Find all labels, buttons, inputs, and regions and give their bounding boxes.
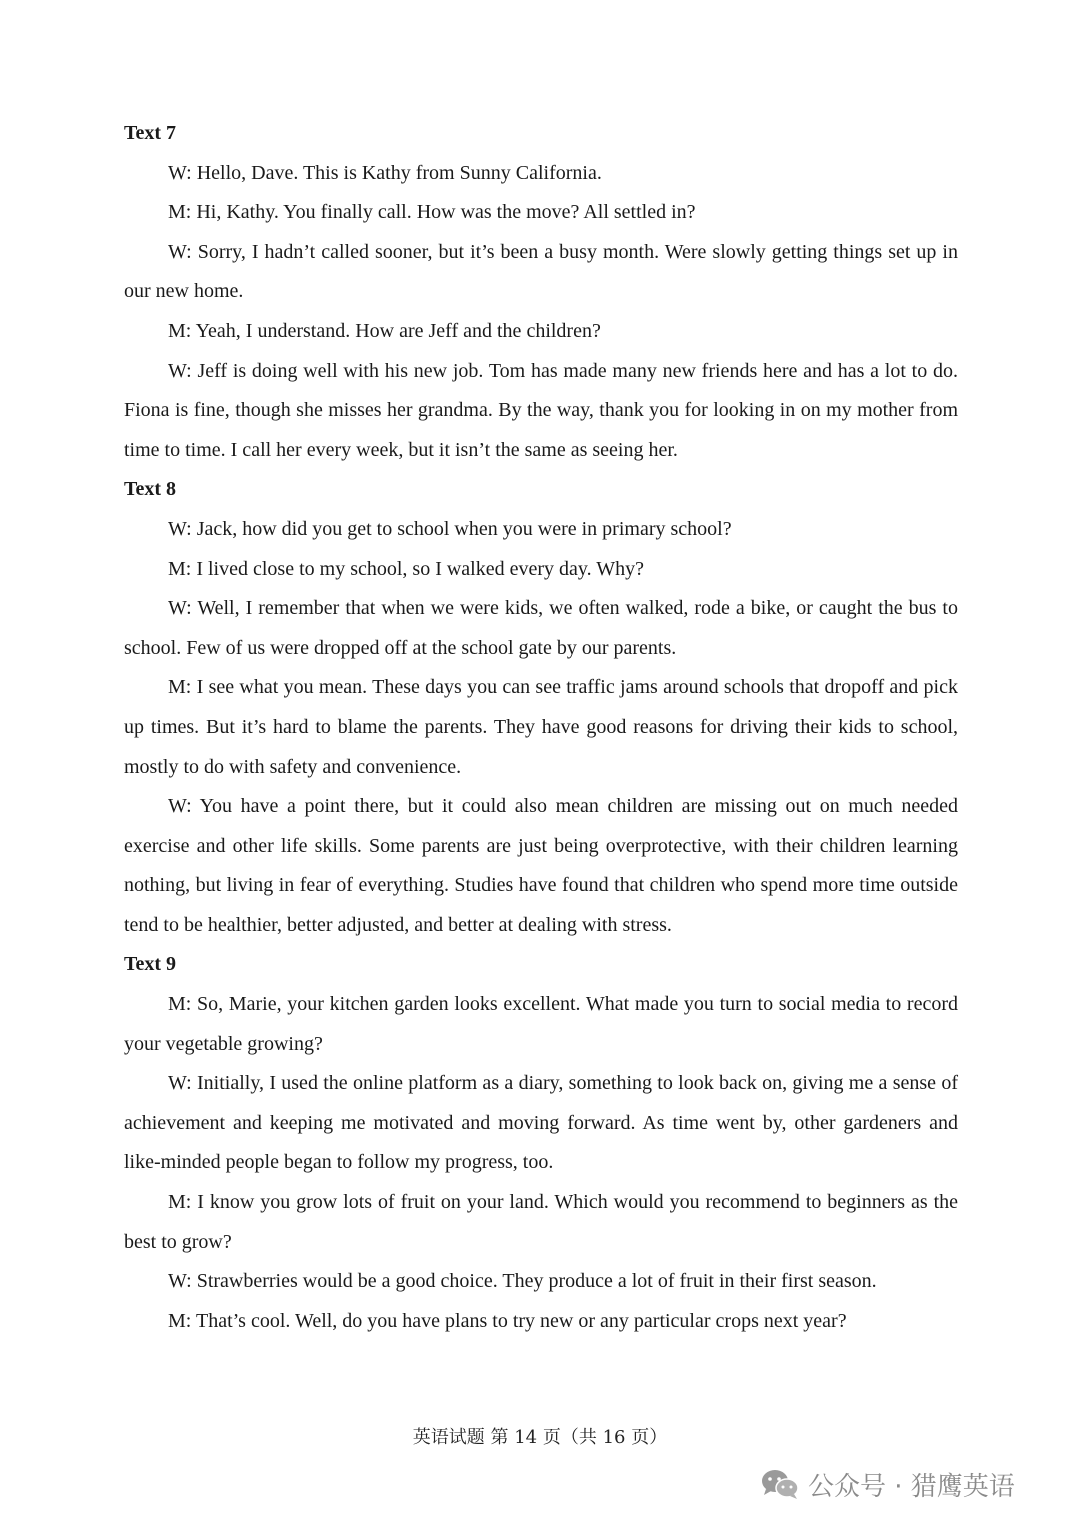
dialogue-line: W: Initially, I used the online platform as a diary, something to look back on, giving me a sense of achievement and keeping me motivated and moving forward. As time went by, other gardeners and like-minded people began to follow my progress, too. <box>124 1072 958 1174</box>
page-footer: 英语试题 第 14 页（共 16 页） <box>412 1427 668 1448</box>
dialogue-line: M: I see what you mean. These days you can see traffic jams around schools that dropoff and pick up times. But it’s hard to blame the parents. They have good reasons for driving their kids to school, mostly to do with safety and convenience. <box>124 676 958 778</box>
section-heading: Text 9 <box>124 953 177 976</box>
watermark-text: 公众号 · 猎鹰英语 <box>808 1471 1015 1502</box>
wechat-icon <box>760 1468 800 1500</box>
document-body <box>124 114 958 1341</box>
dialogue-line: M: So, Marie, your kitchen garden looks excellent. What made you turn to social media to record your vegetable growing? <box>124 993 958 1055</box>
dialogue-line: M: Yeah, I understand. How are Jeff and the children? <box>168 319 601 342</box>
section-heading: Text 8 <box>124 478 177 501</box>
dialogue-line: W: Well, I remember that when we were kids, we often walked, rode a bike, or caught the bus to school. Few of us were dropped off at the school gate by our parents. <box>124 597 958 659</box>
dialogue-line: M: That’s cool. Well, do you have plans to try new or any particular crops next year? <box>168 1309 847 1332</box>
dialogue-line: M: I know you grow lots of fruit on your land. Which would you recommend to beginners as the best to grow? <box>124 1191 958 1253</box>
dialogue-line: W: Hello, Dave. This is Kathy from Sunny California. <box>168 161 602 184</box>
dialogue-line: W: Jeff is doing well with his new job. Tom has made many new friends here and has a lot to do. Fiona is fine, though she misses her grandma. By the way, thank you for looking in on my mother from time to time. I call her every week, but it isn’t the same as seeing her. <box>124 359 958 461</box>
watermark <box>760 1462 1015 1506</box>
dialogue-line: W: You have a point there, but it could also mean children are missing out on much needed exercise and other life skills. Some parents are just being overprotective, with their children learning nothing, but living in fear of everything. Studies have found that children who spend more time outside tend to be healthier, better adjusted, and better at dealing with stress. <box>124 795 958 936</box>
dialogue-line: M: I lived close to my school, so I walked every day. Why? <box>168 557 644 580</box>
dialogue-line: M: Hi, Kathy. You finally call. How was the move? All settled in? <box>168 201 696 224</box>
dialogue-line: W: Strawberries would be a good choice. They produce a lot of fruit in their first season. <box>168 1270 877 1293</box>
section-heading: Text 7 <box>124 122 177 144</box>
dialogue-line: W: Jack, how did you get to school when you were in primary school? <box>168 517 732 540</box>
dialogue-line: W: Sorry, I hadn’t called sooner, but it’s been a busy month. Were slowly getting things set up in our new home. <box>124 240 958 303</box>
